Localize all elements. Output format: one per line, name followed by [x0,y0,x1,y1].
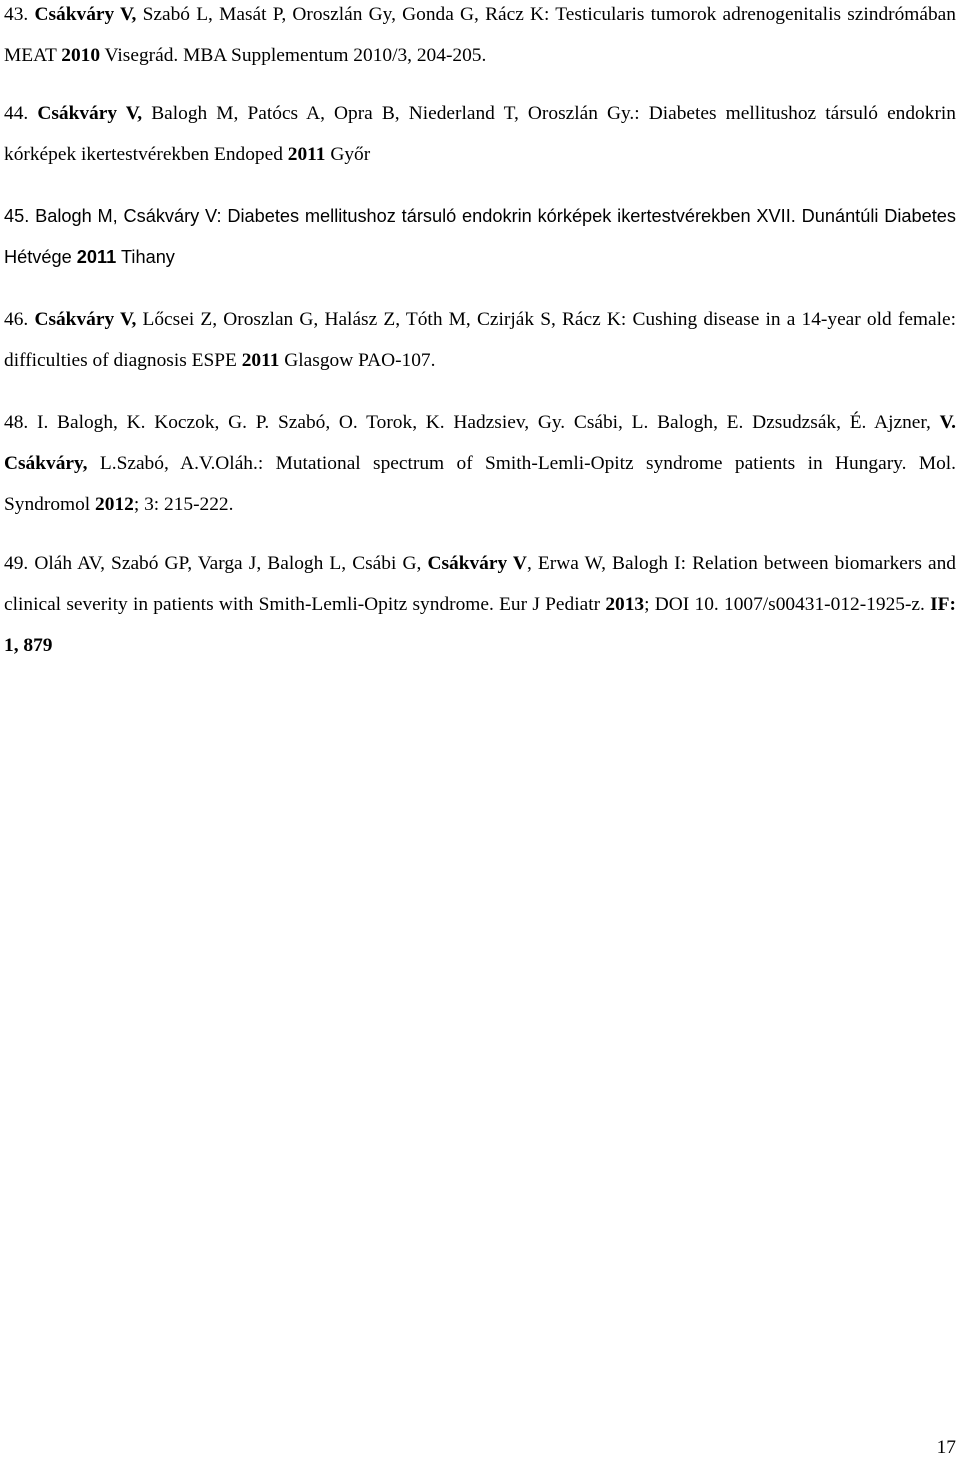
reference-text: ; DOI 10. 1007/s00431-012-1925-z. [644,594,931,615]
reference-text: Szabó L, Masát P, Oroszlán Gy, Gonda G, Rácz K: Testicularis tumorok adrenogenitalis szindrómában MEAT [4,4,956,66]
impact-factor: IF: 1, 879 [4,594,956,656]
reference-46 [4,299,956,381]
reference-year: 2010 [61,45,101,66]
reference-44 [4,93,956,175]
reference-year: 2011 [241,350,280,371]
reference-number: 43. [4,4,29,25]
reference-48 [4,402,956,525]
reference-text: , Erwa W, Balogh I: Relation between biomarkers and clinical severity in patients with Smith-Lemli-Opitz syndrome. Eur J Pediatr [4,553,956,615]
author-highlight: V. Csákváry, [4,412,956,474]
reference-text: ; 3: 215-222. [133,494,234,515]
reference-text: Glasgow PAO-107. [279,350,436,371]
reference-number: 46. [4,309,29,330]
reference-text: Visegrád. MBA Supplementum 2010/3, 204-205. [100,45,487,66]
reference-text: Lőcsei Z, Oroszlan G, Halász Z, Tóth M, Czirják S, Rácz K: Cushing disease in a 14-year old female: difficulties of diagnosis ESPE [4,309,956,371]
page-number: 17 [936,1437,956,1458]
reference-text: Balogh M, Patócs A, Opra B, Niederland T, Oroszlán Gy.: Diabetes mellitushoz társuló endokrin kórképek ikertestvérekben Endoped [4,103,956,165]
reference-text: Győr [325,144,371,165]
reference-49 [4,543,956,666]
reference-text: Balogh M, Csákváry V: Diabetes mellitushoz társuló endokrin kórképek ikertestvérekben XVII. Dunántúli Diabetes Hétvége [4,206,956,267]
author-highlight: Csákváry V, [37,103,143,124]
reference-45 [4,196,956,278]
reference-number: 48. [4,412,29,433]
reference-text: Tihany [116,247,175,267]
reference-number: 49. [4,553,29,574]
reference-number: 45. [4,206,30,226]
author-highlight: Csákváry V, [34,309,137,330]
reference-year: 2011 [287,144,326,165]
author-highlight: Csákváry V [427,553,527,574]
reference-text: I. Balogh, K. Koczok, G. P. Szabó, O. Torok, K. Hadzsiev, Gy. Csábi, L. Balogh, E. Dzsudzsák, É. Ajzner, [28,412,940,433]
reference-year: 2013 [605,594,645,615]
author-highlight: Csákváry V, [34,4,137,25]
reference-year: 2012 [95,494,134,515]
reference-text: L.Szabó, A.V.Oláh.: Mutational spectrum of Smith-Lemli-Opitz syndrome patients in Hungary. Mol. Syndromol [4,453,956,515]
reference-text: Oláh AV, Szabó GP, Varga J, Balogh L, Csábi G, [28,553,428,574]
reference-number: 44. [4,103,29,124]
reference-year: 2011 [76,247,117,267]
reference-43 [4,0,956,76]
